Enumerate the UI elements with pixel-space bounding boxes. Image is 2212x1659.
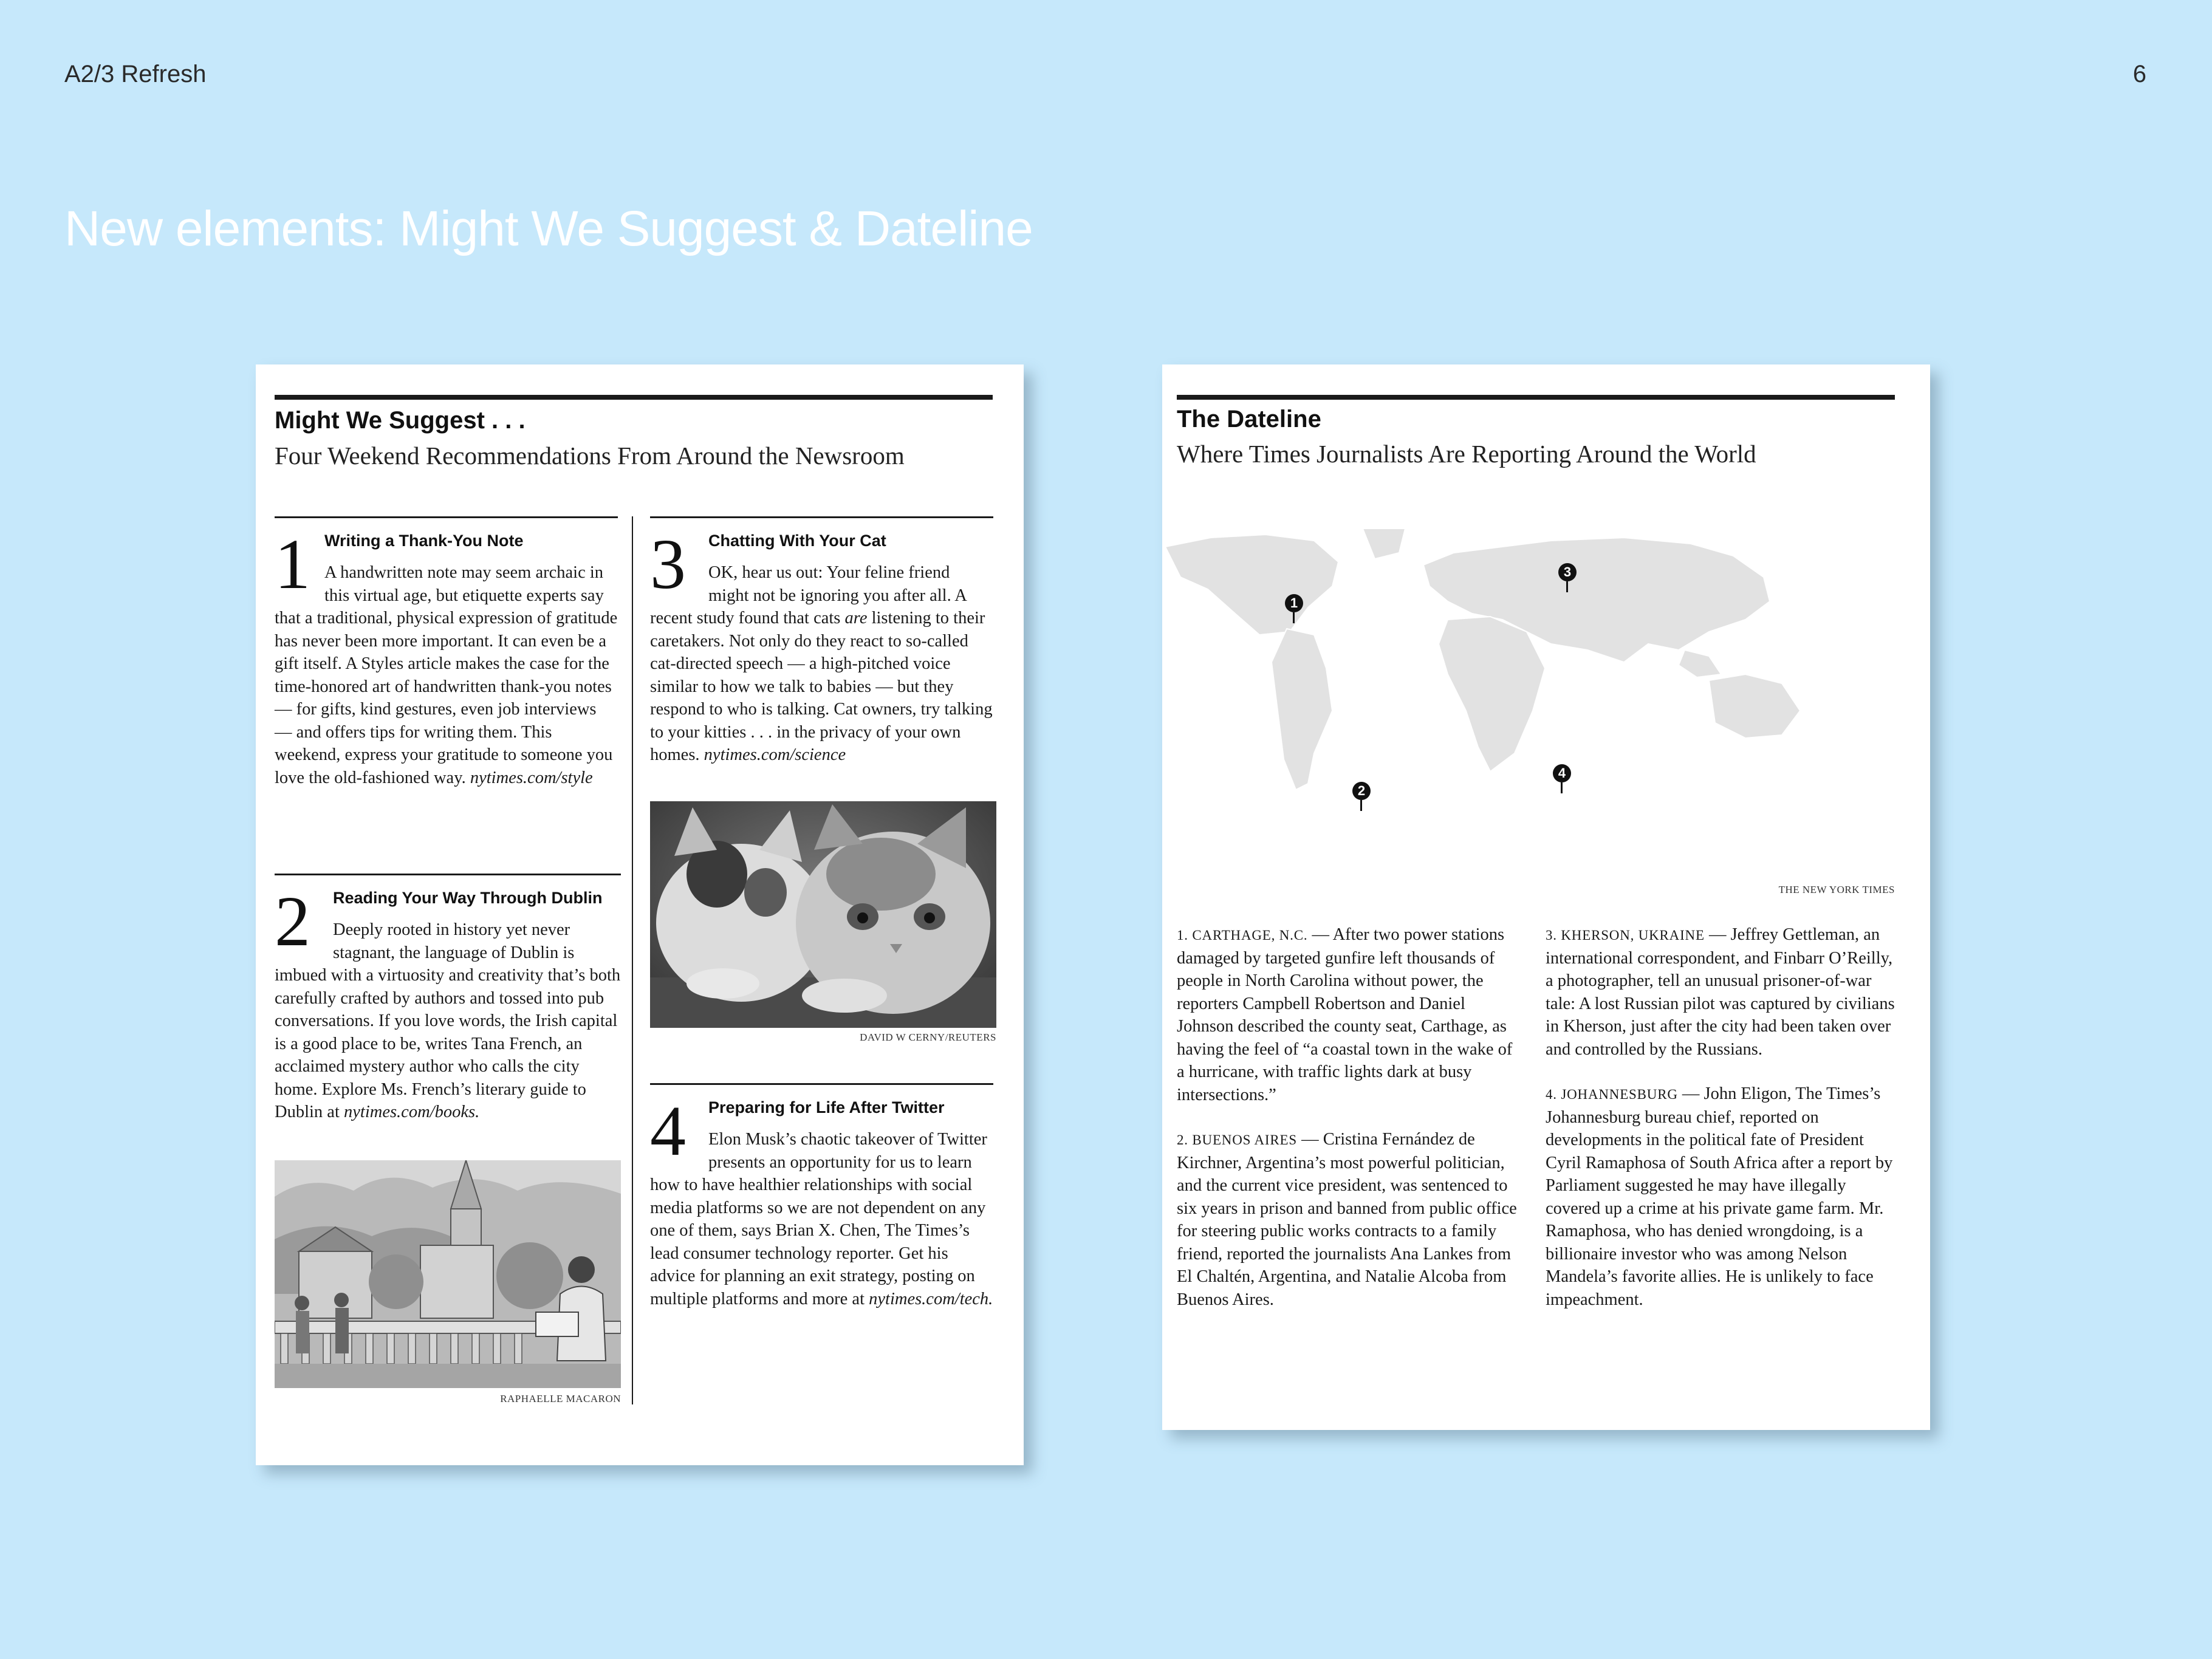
dateline-entry-4: 4. JOHANNESBURG — John Eligon, The Times’s Johannesburg bureau chief, reported on developments in the political fate of President Cyril Ramaphosa of South Africa after a report by Parliament suggested he may have illegally covered up a crime at his private game farm. Mr. Ramaphosa, who has denied wrongdoing, is a billionaire investor who was among Nelson Mandela’s favorite allies. He is unlikely to face impeachment. <box>1546 1084 1893 1309</box>
item-heading: Chatting With Your Cat <box>708 532 886 550</box>
slide-title: New elements: Might We Suggest & Dateline <box>64 201 1033 256</box>
rubric-heading: Might We Suggest . . . <box>275 407 526 434</box>
item-rule <box>275 516 618 518</box>
dublin-illustration <box>275 1160 621 1388</box>
entry-text: After two power stations damaged by targeted gunfire left thousands of people in North Carolina without power, the reporters Campbell Robertson and Daniel Johnson described the county seat, Carthage, as having the feel of “a coastal town in the wake of a hurricane, with traffic lights dark at busy intersections.” <box>1177 925 1513 1104</box>
item-heading: Preparing for Life After Twitter <box>708 1098 945 1117</box>
rubric-heading: The Dateline <box>1177 406 1321 433</box>
cats-photo <box>650 801 996 1028</box>
item-number: 1 <box>275 524 310 604</box>
item-body <box>275 918 621 1124</box>
entry-text: Cristina Fernández de Kirchner, Argentina’s most powerful politician, and the current vice president, was sentenced to six years in prison and banned from public office for steering public works contracts to a family friend, reported the journalists Ana Lankes from El Chaltén, Argentina, and Natalie Alcoba from Buenos Aires. <box>1177 1130 1517 1309</box>
map-pin-1[interactable] <box>1285 594 1303 623</box>
dateline-column-right <box>1546 923 1895 1333</box>
deck-subtitle: Where Times Journalists Are Reporting Around the World <box>1177 440 1756 468</box>
dateline-entry-3: 3. KHERSON, UKRAINE — Jeffrey Gettleman, an international correspondent, and Finbarr O’Reilly, a photographer, tell an unusual prisoner-of-war tale: A lost Russian pilot was captured by civilians in Kherson, just after the city had been taken over and controlled by the Russians. <box>1546 925 1895 1059</box>
item-rule <box>650 1083 993 1085</box>
recommendation-1 <box>275 516 618 789</box>
pin-stem <box>1293 612 1295 623</box>
item-text: Elon Musk’s chaotic takeover of Twitter presents an opportunity for us to learn how to have healthier relationships with social media platforms so we are not dependent on any one of them, says Brian X. Chen, The Times’s lead consumer technology reporter. Get his advice for planning an exit strategy, posting on multiple platforms and more at <box>650 1130 987 1308</box>
dublin-credit: RAPHAELLE MACARON <box>500 1393 621 1404</box>
map-credit: THE NEW YORK TIMES <box>1778 884 1895 895</box>
item-text: OK, hear us out: Your feline friend might not be ignoring you after all. A recent study found that cats <box>650 563 967 628</box>
item-link[interactable]: nytimes.com/science <box>704 745 846 764</box>
item-number: 2 <box>275 881 310 961</box>
entry-place: 2. BUENOS AIRES <box>1177 1132 1297 1148</box>
top-rule <box>275 395 993 400</box>
item-body <box>275 561 618 789</box>
pin-stem <box>1360 800 1362 811</box>
item-text: A handwritten note may seem archaic in this virtual age, but etiquette experts say that a traditional, physical expression of gratitude has never been more important. It can even be a gift itself. A Styles article makes the case for the time-honored art of handwritten thank-you notes — for gifts, kind gestures, even job interviews — and offers tips for writing them. This weekend, express your gratitude to someone you love the old-fashioned way. <box>275 563 618 787</box>
dateline-entry-1: 1. CARTHAGE, N.C. — After two power stations damaged by targeted gunfire left thousands of people in North Carolina without power, the reporters Campbell Robertson and Daniel Johnson described the county seat, Carthage, as having the feel of “a coastal town in the wake of a hurricane, with traffic lights dark at busy intersections.” <box>1177 925 1513 1104</box>
pin-label: 4 <box>1553 764 1571 782</box>
pin-label: 2 <box>1352 782 1371 800</box>
dateline-column-left <box>1177 923 1517 1333</box>
world-map-svg <box>1162 528 1930 644</box>
item-text: listening to their caretakers. Not only do they react to so-called cat-directed speech — a high-pitched voice similar to how we talk to babies — but they respond to who is talking. Cat owners, try talking to your kitties . . . in the privacy of your own homes. <box>650 609 993 764</box>
deck-subtitle: Four Weekend Recommendations From Around the Newsroom <box>275 442 905 470</box>
item-heading: Writing a Thank-You Note <box>324 532 524 550</box>
entry-place: 1. CARTHAGE, N.C. <box>1177 928 1308 943</box>
entry-place: 3. KHERSON, UKRAINE <box>1546 928 1705 943</box>
item-rule <box>650 516 993 518</box>
might-we-suggest-card <box>256 364 1024 1465</box>
entry-place: 4. JOHANNESBURG <box>1546 1087 1678 1102</box>
column-divider <box>632 516 633 1404</box>
world-map <box>1162 528 1930 798</box>
dublin-illustration-svg <box>275 1160 621 1388</box>
recommendation-4 <box>650 1083 993 1310</box>
page-number: 6 <box>2132 61 2146 87</box>
item-emphasis: are <box>844 609 868 628</box>
item-number: 3 <box>650 524 686 604</box>
map-pin-4[interactable] <box>1553 764 1571 793</box>
map-pin-2[interactable] <box>1352 782 1371 811</box>
slide-label: A2/3 Refresh <box>64 61 207 87</box>
pin-label: 1 <box>1285 594 1303 612</box>
entry-text: Jeffrey Gettleman, an international correspondent, and Finbarr O’Reilly, a photographer, tell an unusual prisoner-of-war tale: A lost Russian pilot was captured by civilians in Kherson, just after the city had been taken over and controlled by the Russians. <box>1546 925 1895 1059</box>
dateline-card <box>1162 364 1930 1430</box>
item-link[interactable]: nytimes.com/style <box>470 768 593 787</box>
recommendation-2 <box>275 874 621 1124</box>
item-number: 4 <box>650 1091 686 1171</box>
item-rule <box>275 874 621 875</box>
pin-stem <box>1566 581 1568 592</box>
top-rule <box>1177 395 1895 400</box>
dateline-entry-2: 2. BUENOS AIRES — Cristina Fernández de Kirchner, Argentina’s most powerful politician, and the current vice president, was sentenced to six years in prison and banned from public office for steering public works contracts to a family friend, reported the journalists Ana Lankes from El Chaltén, Argentina, and Natalie Alcoba from Buenos Aires. <box>1177 1130 1517 1309</box>
item-link[interactable]: nytimes.com/tech. <box>869 1289 993 1308</box>
item-body <box>650 561 993 767</box>
pin-label: 3 <box>1558 563 1577 581</box>
recommendation-3 <box>650 516 993 767</box>
map-pin-3[interactable] <box>1558 563 1577 592</box>
cats-photo-svg <box>650 801 996 1028</box>
item-heading: Reading Your Way Through Dublin <box>333 889 603 907</box>
pin-stem <box>1561 782 1563 793</box>
cats-credit: DAVID W CERNY/REUTERS <box>860 1031 996 1043</box>
item-link[interactable]: nytimes.com/books. <box>344 1103 480 1121</box>
item-body <box>650 1128 993 1310</box>
entry-text: John Eligon, The Times’s Johannesburg bureau chief, reported on developments in the political fate of President Cyril Ramaphosa of South Africa after a report by Parliament suggested he may have illegally covered up a crime at his private game farm. Mr. Ramaphosa, who has denied wrongdoing, is a billionaire investor who was among Nelson Mandela’s favorite allies. He is unlikely to face impeachment. <box>1546 1084 1893 1309</box>
item-text: Deeply rooted in history yet never stagnant, the language of Dublin is imbued with a virtuosity and creativity that’s both carefully crafted by authors and tossed into pub conversations. If you love words, the Irish capital is a good place to be, writes Tana French, an acclaimed mystery author who calls the city home. Explore Ms. French’s literary guide to Dublin at <box>275 920 621 1121</box>
